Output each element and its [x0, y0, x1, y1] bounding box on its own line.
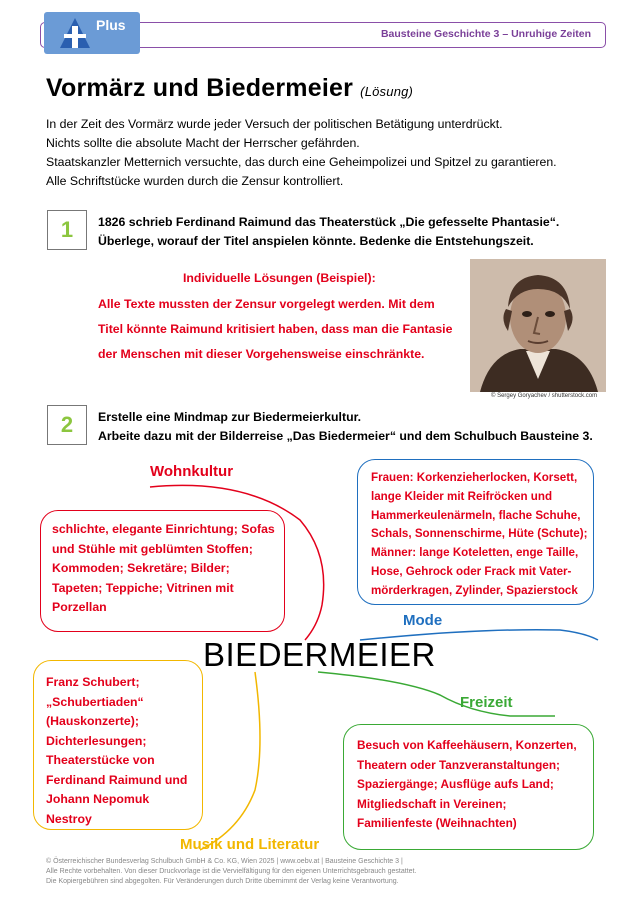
bubble-line: (Hauskonzerte);	[46, 714, 139, 728]
bubble-line: Hose, Gehrock oder Frack mit Vater-	[371, 564, 572, 578]
solution-line: Titel könnte Raimund kritisiert haben, dass man die Fantasie	[98, 322, 453, 336]
footer	[46, 857, 416, 887]
bubble-line: Dichterlesungen;	[46, 733, 147, 748]
label-wohnkultur: Wohnkultur	[150, 463, 234, 480]
task-number-1: 1	[47, 210, 87, 250]
task1-line: 1826 schrieb Ferdinand Raimund das Theaterstück „Die gefesselte Phantasie“.	[98, 215, 560, 229]
bubble-line: schlichte, elegante Einrichtung; Sofas	[52, 522, 275, 536]
footer-line: Alle Rechte vorbehalten. Von dieser Druckvorlage ist die Vervielfältigung für den eigenen Unterrichtsgebrauch gestattet.	[46, 868, 417, 875]
bubble-line: „Schubertiaden“	[46, 694, 144, 709]
title-note: (Lösung)	[360, 84, 414, 99]
footer-line: Die Kopiergebühren sind abgegolten. Für Veränderungen durch Dritte übernimmt der Verlag keine Verantwortung.	[46, 878, 399, 885]
label-freizeit: Freizeit	[460, 694, 513, 711]
branch-freizeit	[318, 672, 555, 716]
bubble-line: Theaterstücke von	[46, 753, 155, 767]
bubble-line: Johann Nepomuk	[46, 792, 150, 806]
bubble-line: mörderkragen, Zylinder, Spazierstock	[371, 583, 578, 597]
bubble-line: Frauen: Korkenzieherlocken, Korsett,	[371, 471, 578, 484]
bubble-line: Besuch von Kaffeehäusern, Konzerten,	[357, 738, 577, 752]
solution-line: der Menschen mit dieser Vorgehensweise einschränkte.	[98, 347, 425, 361]
bubble-line: Kommoden; Sekretäre; Bilder;	[52, 561, 230, 575]
label-musik: Musik und Literatur	[180, 836, 320, 853]
task2-line: Erstelle eine Mindmap zur Biedermeierkultur.	[98, 410, 362, 424]
bubble-line: Tapeten; Teppiche; Vitrinen mit	[52, 580, 234, 595]
bubble-line: Spaziergänge; Ausflüge aufs Land;	[357, 777, 554, 791]
bubble-line: lange Kleider mit Reifröcken und	[371, 489, 553, 503]
bubble-line: Schals, Sonnenschirme, Hüte (Schute);	[371, 527, 588, 541]
intro-line: Nichts sollte die absolute Macht der Herrscher gefährden.	[46, 136, 360, 150]
bubble-line: Ferdinand Raimund und	[46, 772, 188, 787]
bubble-line: Nestroy	[46, 811, 92, 826]
bubble-line: Mitgliedschaft in Vereinen;	[357, 796, 507, 811]
photo-credit: © Sergey Goryachev / shutterstock.com	[491, 393, 598, 399]
mindmap-center: BIEDERMEIER	[203, 636, 436, 673]
bubble-line: Franz Schubert;	[46, 675, 140, 689]
intro-line: Staatskanzler Metternich versuchte, das durch eine Geheimpolizei und Spitzel zu garantieren.	[46, 155, 557, 169]
bubble-line: Hammerkeulenärmeln, flache Schuhe,	[371, 508, 581, 522]
bubble-line: Männer: lange Koteletten, enge Taille,	[371, 546, 579, 560]
bubble-freizeit	[343, 724, 594, 850]
solution-line: Alle Texte mussten der Zensur vorgelegt werden. Mit dem	[98, 297, 435, 311]
task2-line: Arbeite dazu mit der Bilderreise „Das Biedermeier“ und dem Schulbuch Bausteine 3.	[98, 429, 593, 443]
task-number-2: 2	[47, 405, 87, 445]
series-title: Bausteine Geschichte 3 – Unruhige Zeiten	[380, 28, 591, 40]
bubble-musik	[33, 660, 203, 830]
intro-line: In der Zeit des Vormärz wurde jeder Versuch der politischen Betätigung unterdrückt.	[46, 117, 503, 131]
logo-text: Plus	[96, 17, 126, 33]
bubble-line: Theatern oder Tanzveranstaltungen;	[357, 757, 560, 772]
title-main: Vormärz und Biedermeier	[46, 74, 354, 102]
bubble-line: Porzellan	[52, 600, 107, 614]
bubble-mode	[357, 459, 594, 605]
footer-line: © Österreichischer Bundesverlag Schulbuch GmbH & Co. KG, Wien 2025 | www.oebv.at | Bausteine Geschichte 3 |	[46, 858, 403, 865]
bubble-wohnkultur	[40, 510, 285, 632]
bubble-line: und Stühle mit geblümten Stoffen;	[52, 541, 253, 556]
bubble-line: Familienfeste (Weihnachten)	[357, 816, 517, 830]
task1-line: Überlege, worauf der Titel anspielen könnte. Bedenke die Entstehungszeit.	[98, 234, 534, 248]
intro-line: Alle Schriftstücke wurden durch die Zensur kontrolliert.	[46, 174, 344, 188]
solution-heading: Individuelle Lösungen (Beispiel):	[183, 271, 376, 285]
branch-musik	[200, 672, 260, 850]
label-mode: Mode	[403, 612, 443, 629]
